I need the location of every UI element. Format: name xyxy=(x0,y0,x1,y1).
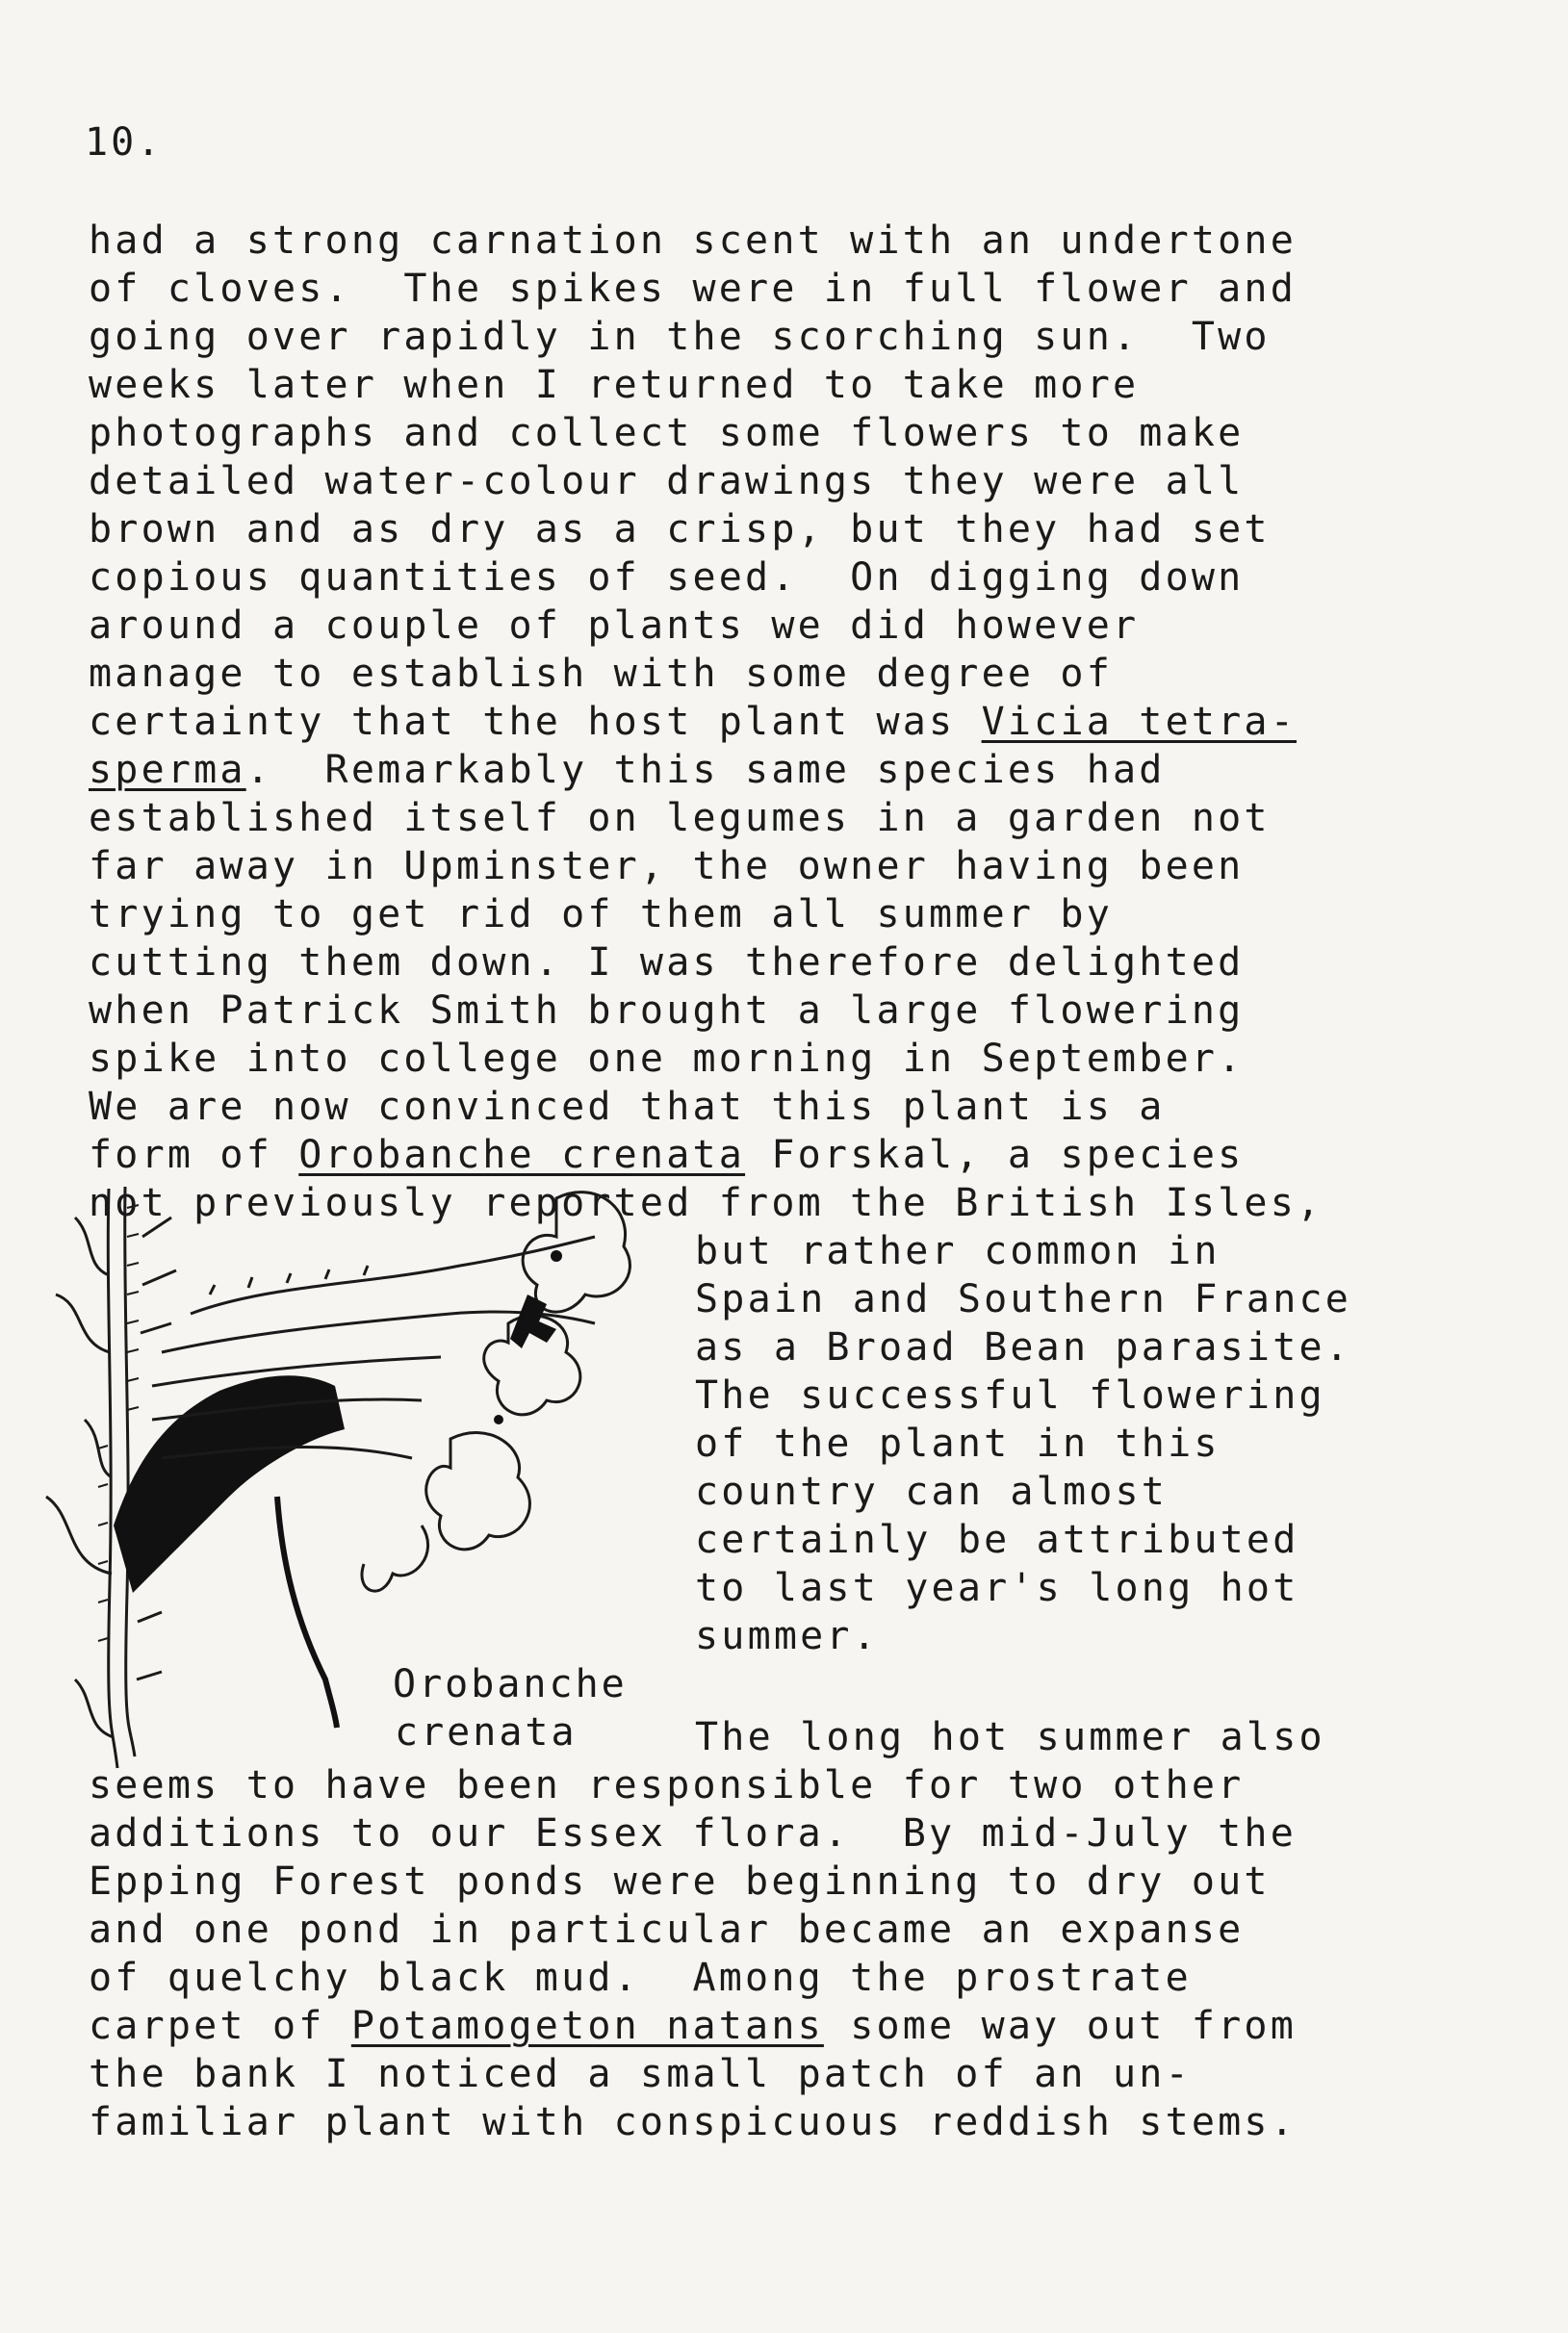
page-number: 10. xyxy=(85,120,164,165)
text-run: . Remarkably this same species had xyxy=(245,748,1166,792)
species-name: sperma xyxy=(89,748,246,792)
text-run: some way out from xyxy=(823,2004,1297,2048)
text-run: certainty that the host plant was xyxy=(89,700,982,744)
text-line: and one pond in particular became an expanse xyxy=(89,1908,1245,1952)
text-line: The successful flowering xyxy=(695,1373,1325,1418)
text-line: of cloves. The spikes were in full flower and xyxy=(89,267,1297,311)
text-line: copious quantities of seed. On digging down xyxy=(89,555,1245,600)
text-line: but rather common in xyxy=(695,1229,1221,1273)
text-line: brown and as dry as a crisp, but they had set xyxy=(89,507,1271,551)
text-line: to last year's long hot xyxy=(695,1566,1299,1610)
text-line xyxy=(89,1131,1244,1179)
text-line: photographs and collect some flowers to make xyxy=(89,411,1245,455)
figure-caption: crenata xyxy=(395,1710,578,1755)
text-line: certainly be attributed xyxy=(695,1518,1299,1562)
text-line: We are now convinced that this plant is a xyxy=(89,1085,1166,1129)
text-run: form of xyxy=(89,1133,299,1177)
text-line: trying to get rid of them all summer by xyxy=(89,892,1113,936)
text-line: Epping Forest ponds were beginning to dry out xyxy=(89,1859,1271,1904)
text-line: around a couple of plants we did however xyxy=(89,603,1140,648)
text-line: manage to establish with some degree of xyxy=(89,652,1113,696)
text-line: the bank I noticed a small patch of an un- xyxy=(89,2052,1192,2096)
text-line: when Patrick Smith brought a large flowering xyxy=(89,988,1245,1033)
text-line: going over rapidly in the scorching sun. Two xyxy=(89,315,1271,359)
text-line: additions to our Essex flora. By mid-July the xyxy=(89,1811,1297,1856)
figure-caption: Orobanche xyxy=(393,1662,628,1706)
text-line: The long hot summer also xyxy=(695,1715,1325,1759)
text-line: summer. xyxy=(695,1614,879,1658)
text-line: established itself on legumes in a garden not xyxy=(89,796,1271,840)
text-line: of quelchy black mud. Among the prostrate xyxy=(89,1956,1192,2000)
text-line xyxy=(89,746,1166,794)
text-run: Forskal, a species xyxy=(745,1133,1245,1177)
species-name: Potamogeton natans xyxy=(350,2004,824,2048)
text-run: carpet of xyxy=(89,2004,351,2048)
text-line xyxy=(89,2002,1297,2050)
text-line: cutting them down. I was therefore delighted xyxy=(89,940,1245,985)
text-line: of the plant in this xyxy=(695,1422,1221,1466)
text-line: far away in Upminster, the owner having been xyxy=(89,844,1245,888)
species-name: Vicia tetra- xyxy=(981,700,1297,744)
text-line: detailed water-colour drawings they were all xyxy=(89,459,1245,503)
text-line: as a Broad Bean parasite. xyxy=(695,1325,1352,1370)
text-line: weeks later when I returned to take more xyxy=(89,363,1140,407)
text-line: had a strong carnation scent with an undertone xyxy=(89,218,1297,263)
text-line: Spain and Southern France xyxy=(695,1277,1352,1321)
text-line: not previously reported from the British Isles, xyxy=(89,1181,1324,1225)
text-line: spike into college one morning in September. xyxy=(89,1037,1245,1081)
text-line: country can almost xyxy=(695,1470,1169,1514)
text-line: seems to have been responsible for two other xyxy=(89,1763,1245,1807)
species-name: Orobanche crenata xyxy=(298,1133,746,1177)
text-line xyxy=(89,698,1297,746)
text-line: familiar plant with conspicuous reddish stems. xyxy=(89,2100,1297,2144)
